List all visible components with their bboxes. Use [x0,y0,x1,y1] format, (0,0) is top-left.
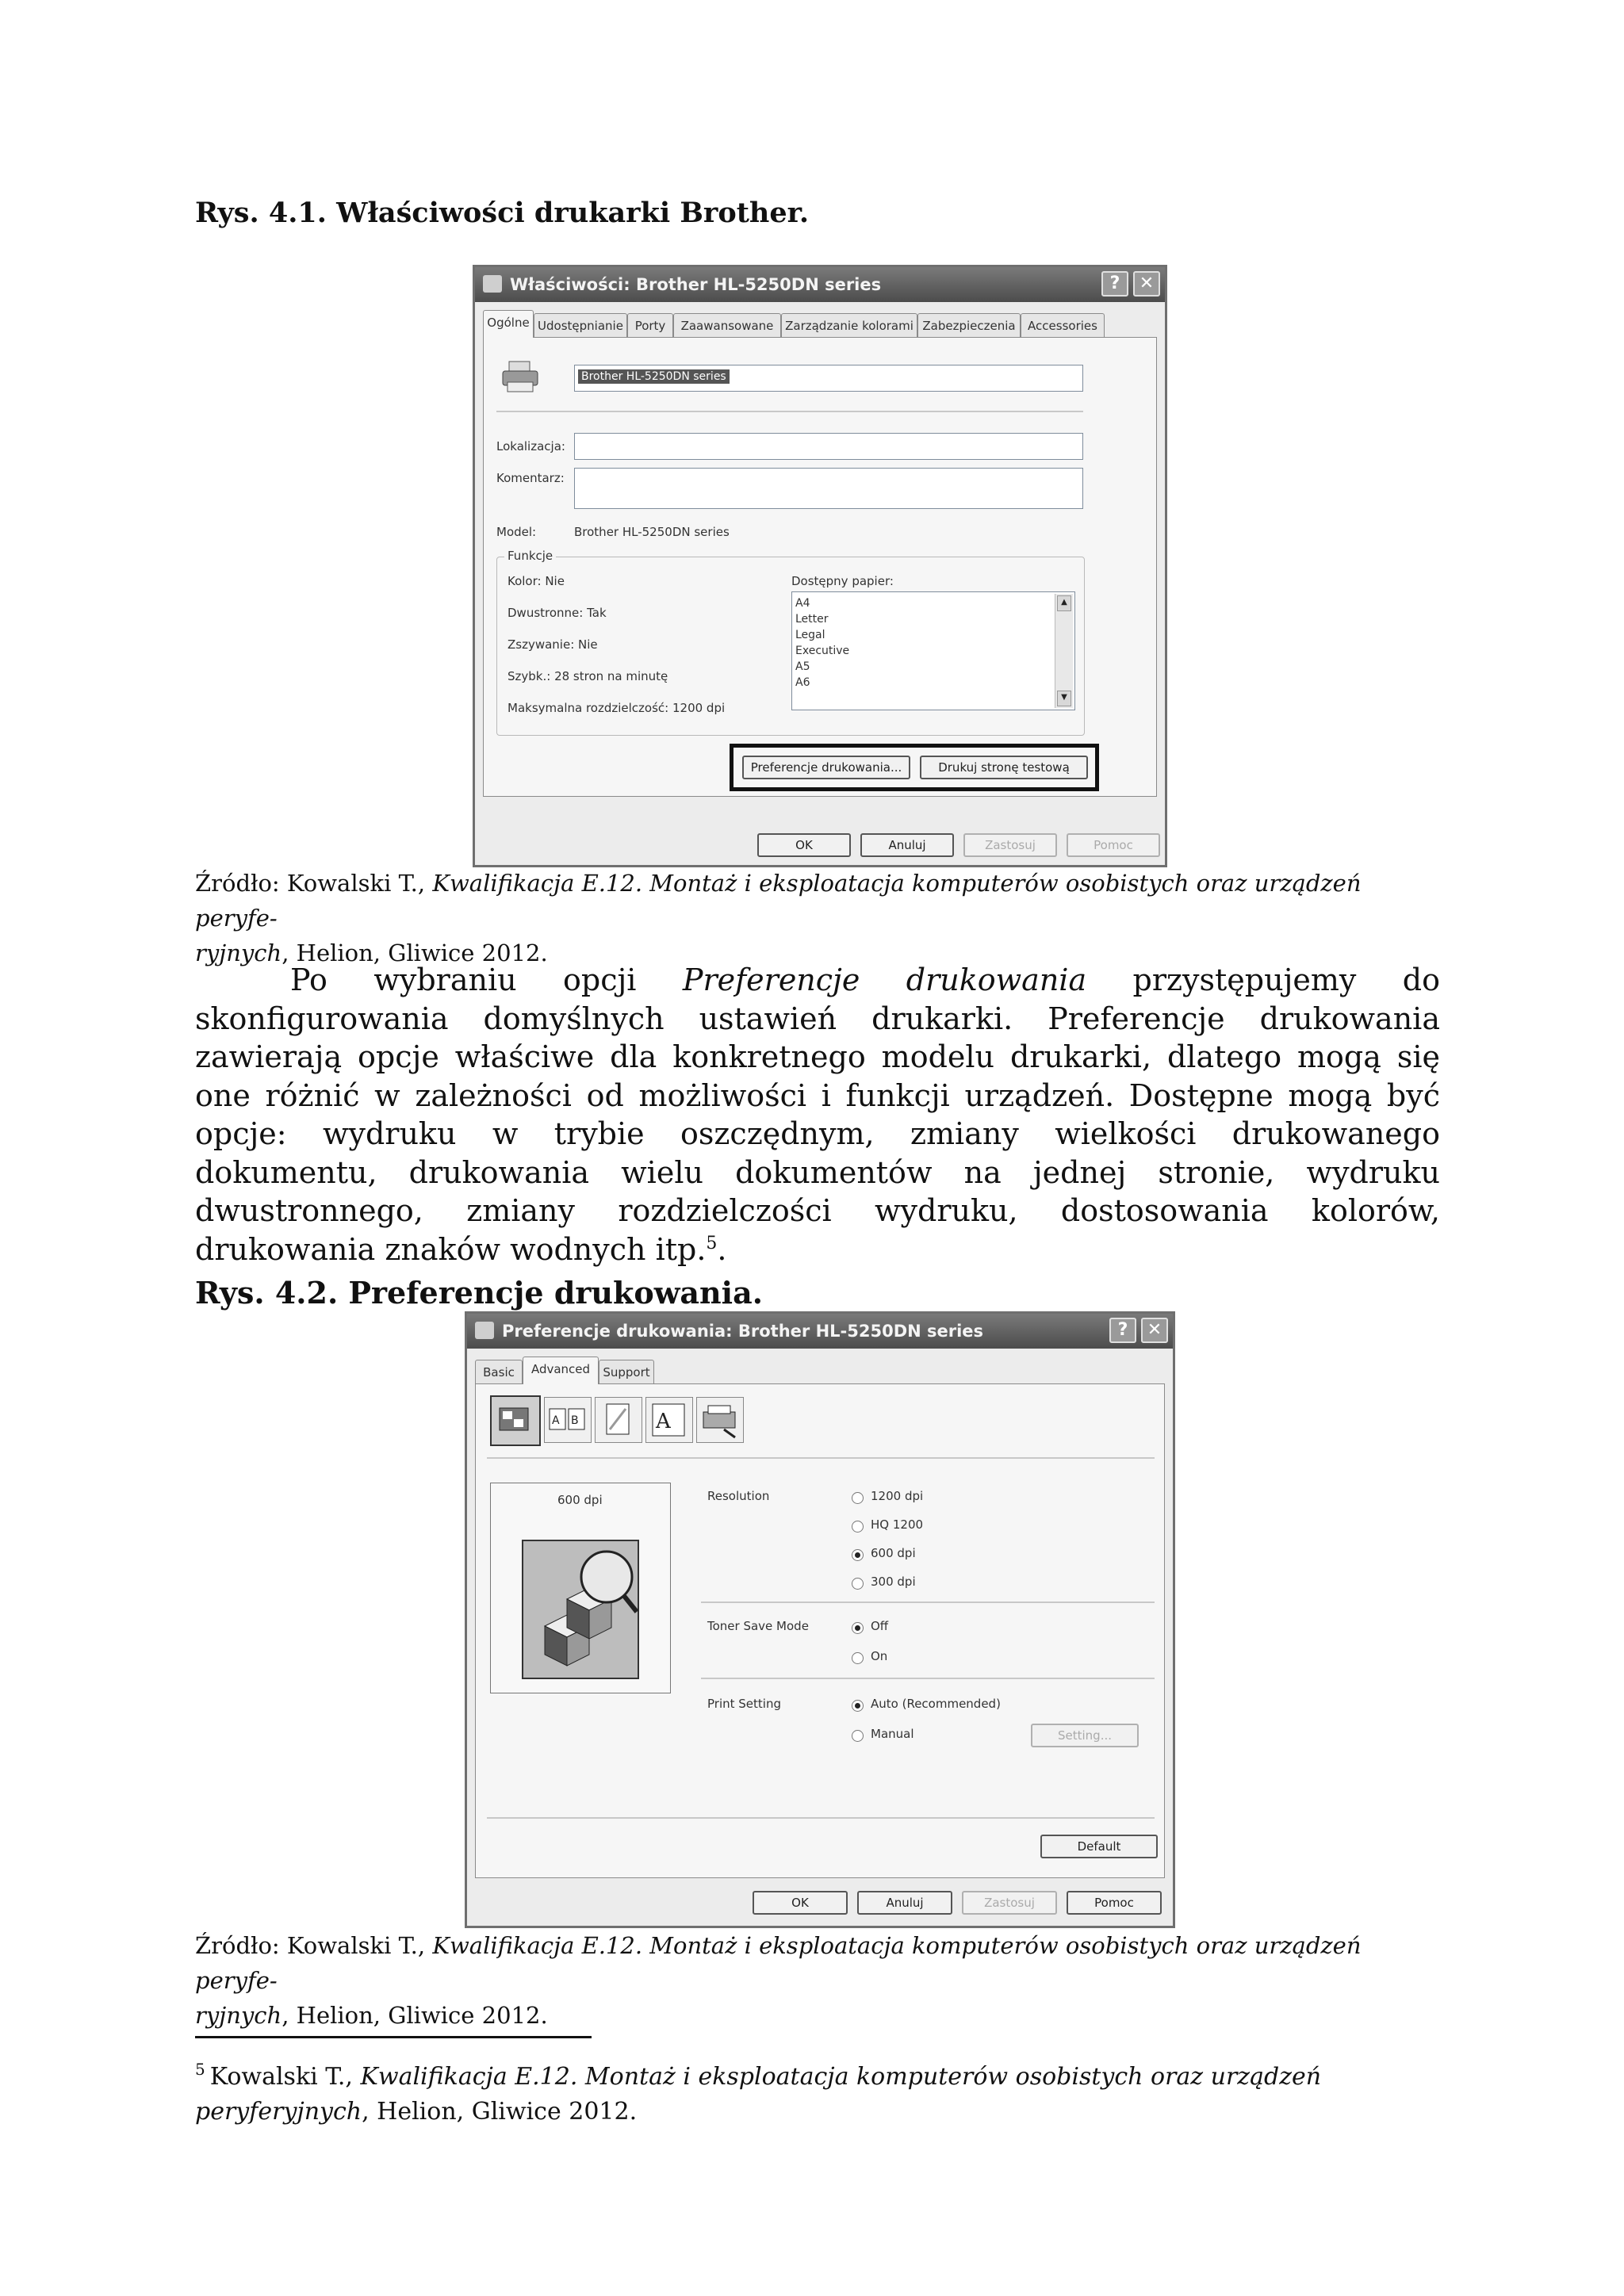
tab-advanced[interactable]: Zaawansowane [673,313,781,337]
page-setting-icon[interactable] [645,1397,693,1443]
source-suffix: , Helion, Gliwice 2012. [282,2002,548,2029]
help-button[interactable]: Pomoc [1067,833,1160,857]
tab-ports[interactable]: Porty [627,313,673,337]
footnote-ref[interactable]: 5 [706,1233,718,1253]
dialog-title: Właściwości: Brother HL-5250DN series [510,275,882,294]
radio-manual[interactable] [852,1730,864,1742]
tab-sharing[interactable]: Udostępnianie [534,313,627,337]
dialog-titlebar [467,1314,1173,1349]
comment-label: Komentarz: [496,471,565,485]
feature-color: Kolor: Nie [508,574,565,588]
dialog-title: Preferencje drukowania: Brother HL-5250DN series [502,1322,984,1341]
printing-preferences-button[interactable]: Preferencje drukowania... [742,756,910,779]
source-title-part1: Kwalifikacja E.12. Montaż i eksploatacja komputerów osobistych oraz urządzeń peryfe- [195,870,1362,932]
radio-600dpi[interactable] [852,1549,864,1561]
printer-properties-dialog [473,265,1167,867]
features-legend: Funkcje [504,549,556,563]
setting-button[interactable]: Setting... [1031,1724,1139,1747]
help-button[interactable]: Pomoc [1067,1891,1162,1915]
printer-name-field[interactable] [574,365,1083,392]
svg-text:A: A [552,1414,560,1427]
svg-text:A: A [656,1410,671,1433]
print-setting-label: Print Setting [707,1697,781,1711]
radio-300dpi[interactable] [852,1578,864,1590]
paper-scrollbar[interactable] [1055,594,1073,708]
apply-button[interactable]: Zastosuj [962,1891,1057,1915]
printer-large-icon [501,360,539,393]
paper-item[interactable]: A4 [795,597,810,610]
radio-toner-off[interactable] [852,1622,864,1634]
comment-input[interactable] [574,468,1083,509]
paper-list[interactable] [791,591,1075,710]
scroll-down-icon[interactable]: ▼ [1057,691,1071,706]
body-paragraph [195,961,1440,1269]
printing-preferences-dialog [465,1311,1175,1928]
feature-duplex: Dwustronne: Tak [508,606,607,620]
divider [487,1817,1155,1819]
help-title-button[interactable]: ? [1109,1318,1136,1343]
paragraph-end: . [717,1231,727,1267]
feature-staple: Zszywanie: Nie [508,637,598,652]
divider [487,1457,1155,1459]
radio-toner-on[interactable] [852,1652,864,1664]
tab-basic[interactable]: Basic [475,1360,523,1383]
tab-security[interactable]: Zabezpieczenia [917,313,1021,337]
footnote [195,2060,1440,2130]
feature-max-resolution: Maksymalna rozdzielczość: 1200 dpi [508,701,726,715]
source-prefix: Źródło: Kowalski T., [195,1932,433,1959]
tab-color-management[interactable]: Zarządzanie kolorami [781,313,917,337]
scroll-up-icon[interactable]: ▲ [1057,595,1071,611]
advanced-panel [475,1383,1165,1878]
source-title-part1: Kwalifikacja E.12. Montaż i eksploatacja komputerów osobistych oraz urządzeń peryfe- [195,1932,1362,1994]
tab-accessories[interactable]: Accessories [1021,313,1105,337]
option-1200dpi[interactable]: 1200 dpi [871,1489,924,1503]
source-title-part2: ryjnych [195,2002,282,2029]
print-test-page-button[interactable]: Drukuj stronę testową [920,756,1088,779]
source-title-part2: ryjnych [195,939,282,966]
apply-button[interactable]: Zastosuj [963,833,1057,857]
printer-icon [475,1322,494,1339]
paper-item[interactable]: A5 [795,660,810,673]
footnote-number: 5 [195,2060,205,2079]
help-title-button[interactable]: ? [1101,271,1128,297]
general-panel [483,337,1157,797]
divider [701,1601,1155,1603]
device-options-icon[interactable] [696,1397,744,1443]
svg-text:B: B [571,1414,579,1427]
tab-bar [475,1357,1165,1383]
model-label: Model: [496,525,537,539]
cancel-button[interactable]: Anuluj [860,833,954,857]
radio-hq1200[interactable] [852,1521,864,1533]
option-auto[interactable]: Auto (Recommended) [871,1697,1001,1711]
ok-button[interactable]: OK [757,833,851,857]
printer-icon [483,275,502,293]
preview-image [521,1539,640,1680]
tab-advanced[interactable]: Advanced [523,1357,599,1384]
feature-speed: Szybk.: 28 stron na minutę [508,669,668,683]
close-icon[interactable]: ✕ [1141,1318,1168,1343]
option-toner-on[interactable]: On [871,1649,888,1663]
paragraph-italic: Preferencje drukowania [682,962,1087,997]
source-prefix: Źródło: Kowalski T., [195,870,433,897]
model-value: Brother HL-5250DN series [574,525,730,539]
preview-label: 600 dpi [557,1493,603,1507]
ok-button[interactable]: OK [753,1891,848,1915]
watermark-icon[interactable] [595,1397,642,1443]
tab-general[interactable]: Ogólne [483,310,534,338]
figure-2-caption: Rys. 4.2. Preferencje drukowania. [195,1275,763,1311]
printer-name-value: Brother HL-5250DN series [578,369,730,384]
quality-icon[interactable] [490,1395,541,1446]
radio-auto[interactable] [852,1700,864,1712]
figure-2-source [195,1928,1440,2033]
location-input[interactable] [574,433,1083,460]
duplex-icon[interactable] [544,1397,592,1443]
option-600dpi[interactable]: 600 dpi [871,1546,916,1560]
paper-item[interactable]: Letter [795,613,829,626]
close-icon[interactable]: ✕ [1133,271,1160,297]
tab-support[interactable]: Support [599,1360,654,1383]
toner-save-label: Toner Save Mode [707,1619,809,1633]
default-button[interactable]: Default [1040,1835,1158,1858]
source-suffix: , Helion, Gliwice 2012. [282,939,548,966]
option-manual[interactable]: Manual [871,1727,914,1741]
paper-item[interactable]: Executive [795,645,850,657]
option-300dpi[interactable]: 300 dpi [871,1575,916,1589]
paper-label: Dostępny papier: [791,574,894,588]
tab-bar [483,310,1157,337]
location-label: Lokalizacja: [496,439,565,453]
resolution-label: Resolution [707,1489,770,1503]
resolution-preview [490,1483,671,1693]
footnote-prefix: Kowalski T., [209,2063,361,2091]
paper-item[interactable]: Legal [795,629,825,641]
footnote-suffix: , Helion, Gliwice 2012. [362,2098,638,2126]
paper-item[interactable]: A6 [795,676,810,689]
option-hq1200[interactable]: HQ 1200 [871,1517,924,1532]
radio-1200dpi[interactable] [852,1492,864,1504]
figure-1-caption: Rys. 4.1. Właściwości drukarki Brother. [195,197,809,229]
divider [701,1678,1155,1679]
footnote-separator [195,2036,592,2038]
paragraph-text: Po wybraniu opcji [290,962,683,997]
divider [496,411,1083,412]
figure-1-source [195,866,1440,970]
paragraph-text-cont: przystępujemy do skonfigurowania domyślnych ustawień drukarki. Preferencje drukowania zawierają opcje właściwe dla konkretnego modelu drukarki, dlatego mogą się one różnić w zależności od możliwości i funkcji urządzeń. Dostępne mogą być opcje: wydruku w trybie oszczędnym, zmiany wielkości drukowanego dokumentu, drukowania wielu dokumentów na jednej stronie, wydruku dwustronnego, zmiany rozdzielczości wydruku, dostosowania kolorów, drukowania znaków wodnych itp. [195,962,1440,1267]
option-toner-off[interactable]: Off [871,1619,889,1633]
footnote-title: Kwalifikacja E.12. Montaż i eksploatacja komputerów osobistych oraz urządzeń peryferyjnych [195,2063,1322,2126]
cancel-button[interactable]: Anuluj [857,1891,952,1915]
dialog-titlebar [475,267,1165,302]
